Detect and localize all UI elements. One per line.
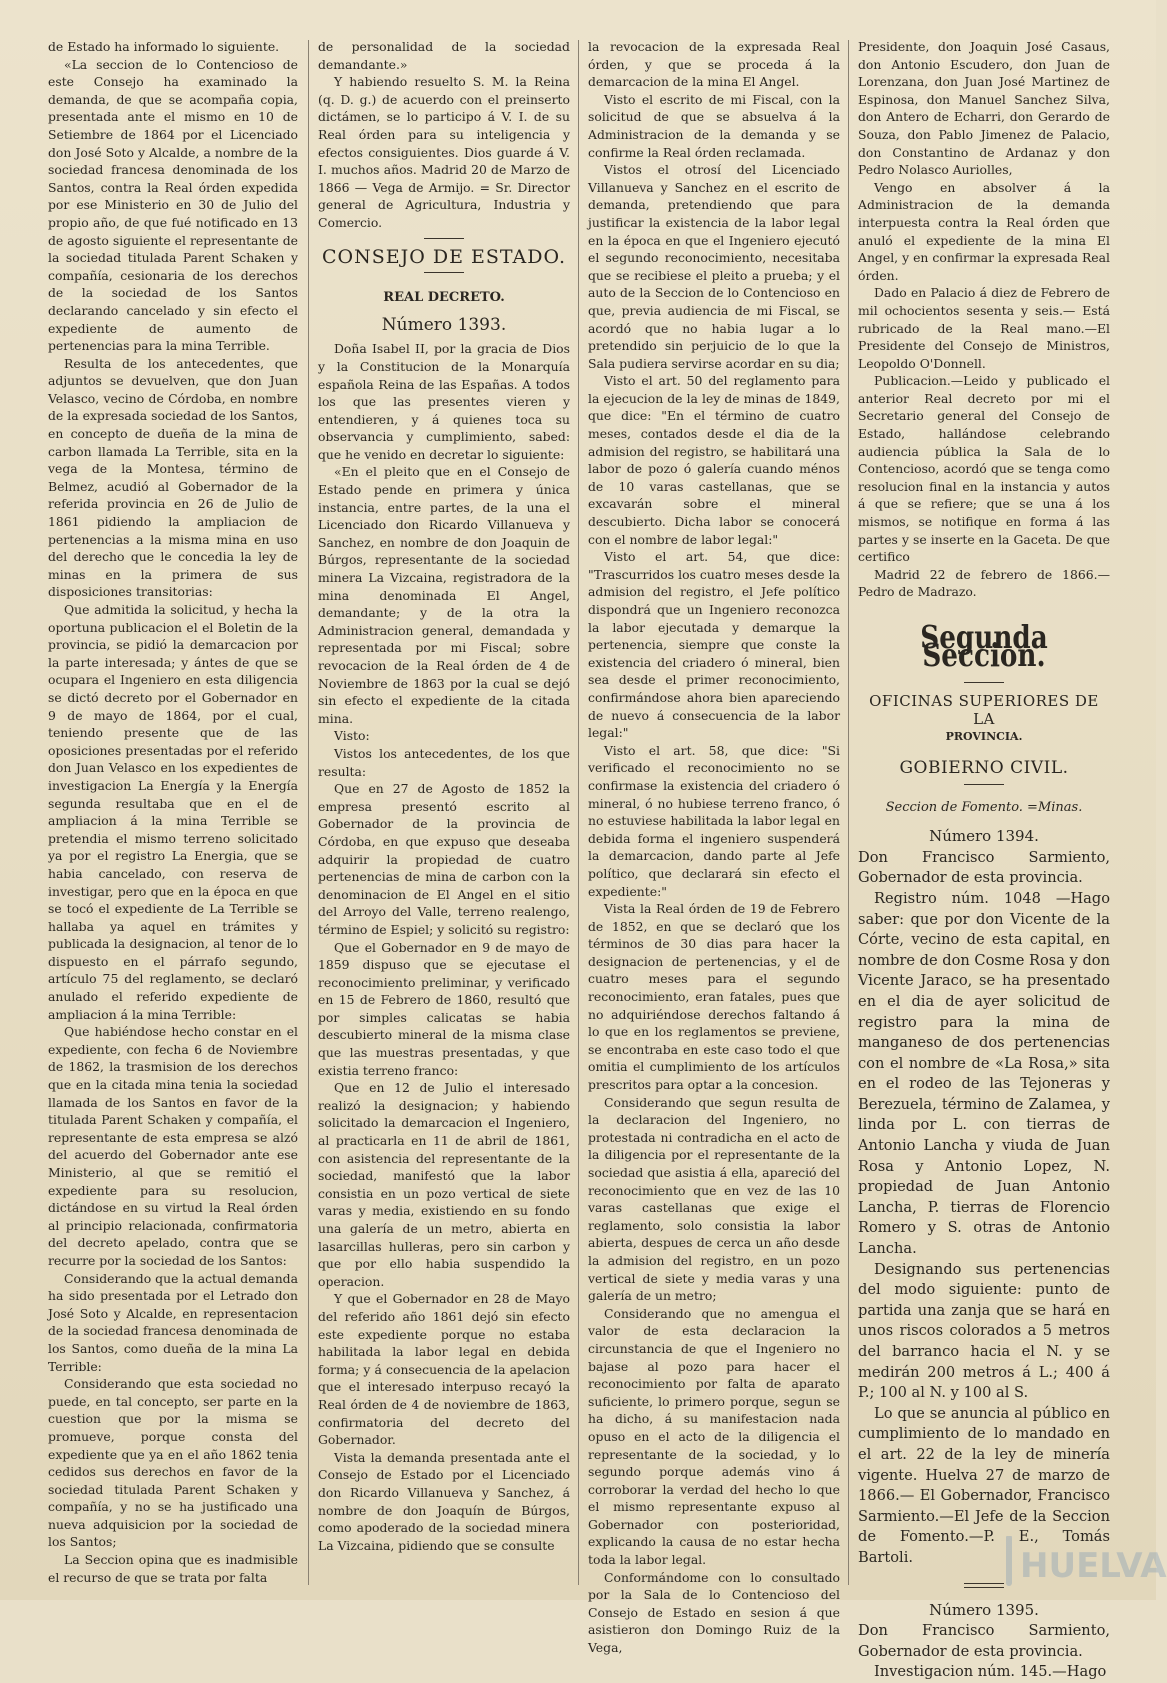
paragraph: Considerando que esta sociedad no puede, en tal concepto, ser parte en la cuestion que por la misma se promueve, porque consta del expediente que ya en el año 1862 tenia cedidos sus derechos en favor de la sociedad titulada Parent Schaken y compañía, y no se ha justificado una nueva adquisicion por la sociedad de los Santos; — [48, 1376, 298, 1550]
subsection-heading: Seccion de Fomento. =Minas. — [885, 799, 1083, 815]
divider — [424, 272, 464, 273]
archive-badge-icon — [1006, 1536, 1012, 1586]
paragraph: Conformándome con lo consultado por la Sala de lo Contencioso del Consejo de Estado en sesion á que asistieron don Domingo Ruiz de la Vega, — [588, 1569, 840, 1656]
gobierno-heading: GOBIERNO CIVIL. — [899, 757, 1069, 778]
archive-watermark — [1006, 1526, 1167, 1586]
paragraph: Vengo en absolver á la Administracion de la demanda interpuesta contra la Real órden que anuló el expediente de la mina El Angel, y en confirmar la expresada Real órden. — [858, 179, 1110, 283]
paragraph: Y que el Gobernador en 28 de Mayo del referido año 1861 dejó sin efecto este expediente porque no estaba habilitada la labor legal en debida forma; y á consecuencia de la apelacion que el interesado interpuso recayó la Real órden de 4 de noviembre de 1863, confirmatoria del decreto del Gobernador. — [318, 1291, 570, 1448]
paragraph: Dado en Palacio á diez de Febrero de mil ochocientos sesenta y seis.— Está rubricado de la Real mano.—El Presidente del Consejo de Ministros, Leopoldo O'Donnell. — [858, 285, 1110, 371]
paragraph: Que en 27 de Agosto de 1852 la empresa presentó escrito al Gobernador de la provincia de Córdoba, en que expuso que deseaba adquirir la propiedad de cuatro pertenencias de mina de carbon con la denominacion de El Angel en el sitio del Arroyo del Valle, terreno realengo, término de Espiel; y solicitó su registro: — [318, 781, 570, 937]
paragraph: Don Francisco Sarmiento, Gobernador de esta provincia. — [858, 848, 1110, 887]
paragraph: Resulta de los antecedentes, que adjuntos se devuelven, que don Juan Velasco, vecino de Córdoba, en nombre de la expresada sociedad de los Santos, en concepto de dueña de la mina de carbon llamada La Terrible, sita en la vega de la Montesa, término de Belmez, acudió al Gobernador de la referida provincia en 26 de Julio de 1861 pidiendo la ampliacion de pertenencias a la misma mina en uso del derecho que le concedia la ley de minas en la primera de sus disposiciones transitorias: — [48, 355, 298, 600]
column-3 — [588, 38, 840, 1656]
paragraph: Visto: — [334, 728, 370, 744]
notice-number: Número 1394. — [929, 827, 1039, 846]
paragraph: Publicacion.—Leido y publicado el anterior Real decreto por mi el Secretario general del Consejo de Estado, hallándose celebrando audiencia pública la Sala de lo Contencioso, acordó que se tenga como resolucion final en la instancia y autos á que se refiere; que se una á los mismos, se notifique en forma á las partes y se inserte en la Gaceta. De que certifico — [858, 373, 1110, 565]
column-divider — [308, 40, 309, 1585]
paragraph: Vista la demanda presentada ante el Consejo de Estado por el Licenciado don Ricardo Villanueva y Sanchez, á nombre de don Joaquín de Búrgos, como apoderado de la sociedad minera La Vizcaina, pidiendo que se consulte — [318, 1449, 570, 1553]
offices-heading: OFICINAS SUPERIORES DE LA — [869, 692, 1099, 728]
column-4 — [858, 38, 1110, 1681]
paragraph: Que admitida la solicitud, y hecha la oportuna publicacion el el Boletin de la provincia, se pidió la demarcacion por la parte interesada; y ántes de que se ocupara el Ingeniero en esta diligencia se dictó decreto por el Gobernador en 9 de mayo de 1864, por el cual, teniendo presente que de las oposiciones presentadas por el referido don Juan Velasco en los expedientes de investigacion La Energía y la Energía segunda resultaba que en el de ampliacion á la mina Terrible se pretendia el mismo terreno solicitado ya por el registro La Energia, que se habia cancelado, con reserva de investigar, pero que en la época en que se tocó el expediente de La Terrible se hallaba ya aquel en trámites y publicada la designacion, al tenor de lo dispuesto en el párrafo segundo, artículo 75 del reglamento, se declaró anulado el referido expediente de ampliacion á la mina Terrible: — [48, 602, 298, 1022]
section-title: Segunda Seccion. — [920, 618, 1048, 674]
province-heading: PROVINCIA. — [945, 730, 1023, 744]
paragraph: Doña Isabel II, por la gracia de Dios y la Constitucion de la Monarquía española Reina de las Españas. A todos los que las presentes vieren y entendieren, y á quienes toca su observancia y cumplimiento, sabed: que he venido en decretar lo siguiente: — [318, 341, 570, 462]
paragraph: Visto el art. 54, que dice: "Trascurridos los cuatro meses desde la admision del registro, el Jefe político dispondrá que un Ingeniero reconozca la labor ejecutada y demarque la pertenencia, siempre que conste la existencia del criadero ó mineral, bien sea desde el primer reconocimiento, confirmándose ahora bien apareciendo de nuevo á consecuencia de la labor legal:" — [588, 549, 840, 741]
decree-heading: REAL DECRETO. — [383, 290, 505, 306]
paragraph: Vistos el otrosí del Licenciado Villanueva y Sanchez en el escrito de demanda, pretendiendo que para justificar la existencia de la labor legal en la época en que el Ingeniero ejecutó el segundo reconocimiento, necesitaba que se recibiese el pleito a prueba; y el auto de la Seccion de lo Contencioso en que, previa audiencia de mi Fiscal, se acordó que no habia lugar a lo pretendido sin perjuicio de lo que la Sala pudiera servirse acordar en su dia; — [588, 162, 840, 371]
paragraph: Don Francisco Sarmiento, Gobernador de esta provincia. — [858, 1622, 1110, 1660]
paragraph: La Seccion opina que es inadmisible el recurso de que se trata por falta — [48, 1552, 298, 1585]
paragraph: «La seccion de lo Contencioso de este Consejo ha examinado la demanda, de que se acompaña copia, presentada ante el mismo en 10 de Setiembre de 1864 por el Licenciado don José Soto y Alcalde, a nombre de la sociedad francesa denominada de los Santos, contra la Real órden expedida por ese Ministerio en 30 de Julio del propio año, de que fué notificado en 13 de agosto siguiente el representante de la sociedad titulada Parent Schaken y compañía, cesionaria de los derechos de la sociedad de los Santos declarando cancelado y sin efecto el expediente de aumento de pertenencias para la mina Terrible. — [48, 56, 298, 354]
paragraph: Investigacion núm. 145.—Hago — [874, 1663, 1107, 1681]
paragraph: Que en 12 de Julio el interesado realizó la designacion; y habiendo solicitado la demarcacion el Ingeniero, al practicarla en 11 de abril de 1861, con asistencia del representante de la sociedad, manifestó que la labor consistia en un pozo vertical de siete varas y media, existiendo en su fondo una galería de un metro, abierta en lasarcillas hulleras, pero sin carbon y que por ello habia suspendido la operacion. — [318, 1080, 570, 1289]
paragraph: la revocacion de la expresada Real órden, y que se proceda á la demarcacion de la mina El Angel. — [588, 39, 840, 90]
column-2 — [318, 38, 570, 1586]
paragraph: «En el pleito que en el Consejo de Estado pende en primera y única instancia, entre partes, de la una el Licenciado don Ricardo Villanueva y Sanchez, en nombre de don Joaquin de Búrgos, representante de la sociedad minera La Vizcaina, registradora de la mina denominada El Angel, demandante; y de la otra la Administracion general, demandada y representada por mi Fiscal; sobre revocacion de la Real órden de 4 de Noviembre de 1863 por la cual se dejó sin efecto el expediente de la citada mina. — [318, 464, 570, 726]
column-divider — [578, 40, 579, 1585]
paragraph: Madrid 22 de febrero de 1866.— Pedro de Madrazo. — [858, 566, 1110, 600]
paragraph: Y habiendo resuelto S. M. la Reina (q. D. g.) de acuerdo con el preinserto dictámen, se lo participo á V. I. de su Real órden para su inteligencia y efectos consiguientes. Dios guarde á V. I. muchos años. Madrid 20 de Marzo de 1866 — Vega de Armijo. = Sr. Director general de Agricultura, Industria y Comercio. — [318, 74, 570, 230]
paragraph: de personalidad de la sociedad demandante.» — [318, 39, 570, 72]
notice-number: Número 1395. — [929, 1600, 1039, 1619]
divider — [964, 784, 1004, 785]
paragraph: Designando sus pertenencias del modo siguiente: punto de partida una zanja que se hará en unos riscos colorados a 5 metros del barranco hacia el N. y se medirán 200 metros á L.; 400 á P.; 100 al N. y 100 al S. — [858, 1260, 1110, 1402]
double-divider — [964, 1583, 1004, 1588]
paragraph: Vista la Real órden de 19 de Febrero de 1852, en que se declaró que los términos de 30 dias para hacer la designacion de pertenencias, y el de cuatro meses para el segundo reconocimiento, eran fatales, pues que no adquiriéndose derechos faltando á lo que en los reglamentos se previene, se encontraba en este caso todo el que omitia el cumplimiento de los artículos prescritos para optar a la concesion. — [588, 901, 840, 1093]
paragraph: Que el Gobernador en 9 de mayo de 1859 dispuso que se ejecutase el reconocimiento preliminar, y verificado en 15 de Febrero de 1860, resultó que por simples calicatas se habia descubierto mineral de la misma clase que las muestras presentadas, y que existia terreno franco: — [318, 939, 570, 1078]
column-1 — [48, 38, 298, 1586]
divider — [964, 682, 1004, 683]
divider — [424, 238, 464, 239]
section-heading: CONSEJO DE ESTADO. — [322, 245, 566, 268]
paragraph: de Estado ha informado lo siguiente. — [48, 39, 280, 54]
paragraph: Que habiéndose hecho constar en el expediente, con fecha 6 de Noviembre de 1862, la trasmision de los derechos que en la citada mina tenia la sociedad llamada de los Santos en favor de la titulada Parent Schaken y compañía, el representante de esta empresa se alzó del acuerdo del Gobernador ante ese Ministerio, al que se remitió el expediente para su resolucion, dictándose en su virtud la Real órden al principio relacionada, confirmatoria del decreto apelado, contra que se recurre por la sociedad de los Santos: — [48, 1024, 298, 1268]
paragraph: Considerando que segun resulta de la declaracion del Ingeniero, no protestada ni contradicha en el acto de la diligencia por el representante de la sociedad que asistia á ella, apareció del reconocimiento que en vez de las 10 varas castellanas que exige el reglamento, solo consistia la labor abierta, despues de cerca un año desde la admision del registro, en un pozo vertical de siete y media varas y una galería de un metro; — [588, 1094, 840, 1304]
paragraph: Vistos los antecedentes, de los que resulta: — [318, 745, 570, 779]
paragraph: Presidente, don Joaquin José Casaus, don Antonio Escudero, don Juan de Lorenzana, don Juan José Martinez de Espinosa, don Manuel Sanchez Silva, don Antero de Echarri, don Gerardo de Souza, don Pablo Jimenez de Palacio, don Constantino de Ardanaz y don Pedro Nolasco Auriolles, — [858, 39, 1110, 178]
column-divider — [848, 40, 849, 1585]
paragraph: Considerando que no amengua el valor de esta declaracion la circunstancia de que el Ingeniero no bajase al pozo para hacer el reconocimiento por falta de aparato suficiente, lo primero porque, segun se ha dicho, á su manifestacion nada opuso en el acto de la diligencia el representante de la sociedad, y lo segundo porque además vino á corroborar la verdad del hecho lo que el mismo representante expuso al Gobernador con posterioridad, explicando la causa de no estar hecha toda la labor legal. — [588, 1305, 840, 1568]
paragraph: Lo que se anuncia al público en cumplimiento de lo mandado en el art. 22 de la ley de minería vigente. Huelva 27 de marzo de 1866.— El Gobernador, Francisco Sarmiento.—El Jefe de la Seccion de Fomento.—P. E., Tomás Bartoli. — [858, 1404, 1110, 1566]
paragraph: Visto el escrito de mi Fiscal, con la solicitud de que se absuelva á la Administracion de la demanda y se confirme la Real órden reclamada. — [588, 91, 840, 160]
paragraph: Registro núm. 1048 —Hago saber: que por don Vicente de la Córte, vecino de esta capital, en nombre de don Cosme Rosa y don Vicente Jaraco, se ha presentado en el dia de ayer solicitud de registro para la mina de manganeso de dos pertenencias con el nombre de «La Rosa,» sita en el rodeo de las Tejoneras y Berezuela, término de Zalamea, y linda por L. con tierras de Antonio Lancha y viuda de Juan Rosa y Antonio Lopez, N. propiedad de Juan Antonio Lancha, P. tierras de Florencio Romero y S. otras de Antonio Lancha. — [858, 889, 1110, 1258]
decree-number: Número 1393. — [381, 314, 507, 335]
paragraph: Visto el art. 50 del reglamento para la ejecucion de la ley de minas de 1849, que dice: "En el término de cuatro meses, contados desde el dia de la admision del registro, se habilitará una labor de pozo ó galería cuando ménos de 10 varas castellanas, que se excavarán sobre el mineral descubierto. Dicha labor se conocerá con el nombre de labor legal:" — [588, 373, 840, 547]
paragraph: Considerando que la actual demanda ha sido presentada por el Letrado don José Soto y Alcalde, en representacion de la sociedad francesa denominada de los Santos, como dueña de la mina La Terrible: — [48, 1270, 298, 1374]
watermark-text: HUELVA — [1020, 1546, 1167, 1586]
paragraph: Visto el art. 58, que dice: "Si verificado el reconocimiento no se confirmase la existencia del criadero ó mineral, ó no hubiese terreno franco, ó no estuviese habilitada la labor legal en debida forma el ingeniero suspenderá la demarcacion, dando parte al Jefe político, que declarará sin efecto el expediente:" — [588, 742, 840, 899]
